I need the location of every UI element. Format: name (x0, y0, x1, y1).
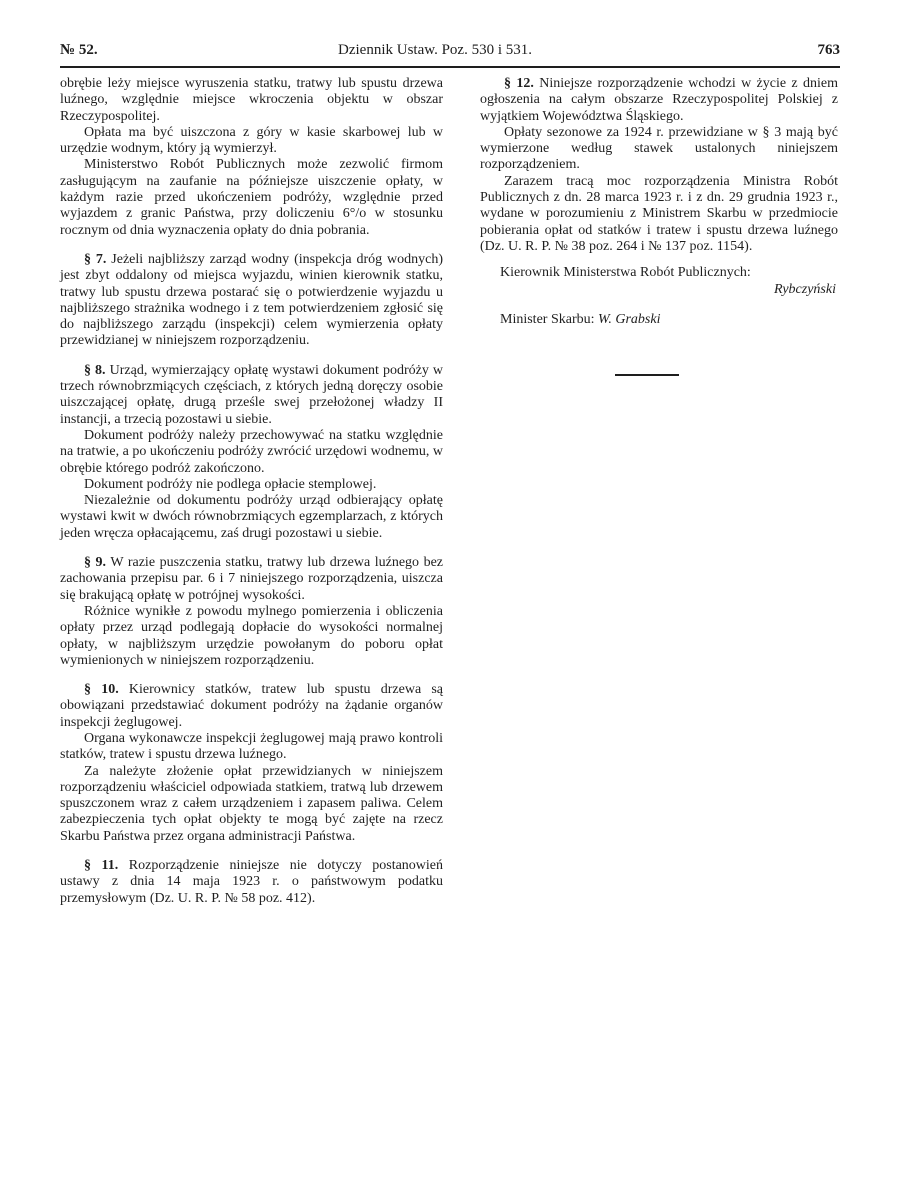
section-7 (60, 252, 443, 350)
paragraph: Ministerstwo Robót Publicznych może zezwolić firmom zasługującym na zaufanie na późniejsze uiszczenie opłaty, w każdym razie przed ukończeniem podróży, względnie przed wyjazdem z granic Państwa, przy doliczeniu 6°/o w stosunku rocznym od dnia wyznaczenia opłaty do dnia pobrania. (60, 157, 443, 238)
section-9 (60, 555, 443, 604)
section-number: § 9. (84, 555, 107, 571)
section-text: Rozporządzenie niniejsze nie dotyczy postanowień ustawy z dnia 14 maja 1923 r. o państwowym podatku przemysłowym (Dz. U. R. P. № 58 poz. 412). (60, 858, 444, 906)
section-text: Niniejsze rozporządzenie wchodzi w życie z dniem ogłoszenia na całym obszarze Rzeczypospolitej Polskiej z wyjątkiem Województwa Śląskiego. (480, 76, 838, 124)
header-rule (60, 66, 840, 68)
paragraph: Zarazem tracą moc rozporządzenia Ministra Robót Publicznych z dn. 28 marca 1923 r. i z dn. 29 grudnia 1923 r., wydane w porozumieniu z Ministrem Skarbu w przedmiocie pobierania opłat od statków i tratew i spustu drzewa luźnego (Dz. U. R. P. № 38 poz. 264 i № 137 poz. 1154). (480, 173, 838, 254)
section-number: § 7. (84, 251, 107, 267)
signature-block-2 (480, 312, 838, 328)
section-11 (60, 858, 443, 907)
section-text: Kierownicy statków, tratew lub spustu drzewa są obowiązani przedstawiać dokument podróży na żądanie organów inspekcji żeglugowej. (60, 682, 444, 730)
end-rule (615, 374, 679, 376)
signatory-name: Rybczyński (774, 281, 836, 297)
paragraph: Opłata ma być uiszczona z góry w kasie skarbowej lub w urzędzie wodnym, który ją wymierzył. (60, 124, 443, 157)
paragraph: Za należyte złożenie opłat przewidzianych w niniejszem rozporządzeniu właściciel odpowiada statkiem, tratwą lub drzewem spuszczonem wraz z całem urządzeniem i zapasem paliwa. Celem zabezpieczenia tych opłat objekty te mogą być zajęte na rzecz Skarbu Państwa przez organa administracji Państwa. (60, 763, 443, 844)
section-number: § 8. (84, 362, 106, 378)
paragraph: obrębie leży miejsce wyruszenia statku, tratwy lub spustu drzewa luźnego, względnie miejsce wkroczenia objektu w obszar Rzeczypospolitej. (60, 76, 443, 124)
section-number: § 12. (504, 76, 534, 91)
paragraph: Niezależnie od dokumentu podróży urząd odbierający opłatę wystawi kwit w dwóch równobrzmiących egzemplarzach, z których jeden wręcza opłacającemu, zaś drugi pozostawi u siebie. (60, 493, 443, 541)
signatory-name: W. Grabski (598, 311, 661, 327)
issue-number: № 52. (60, 42, 98, 58)
section-12 (480, 76, 838, 125)
section-text: Urząd, wymierzający opłatę wystawi dokument podróży w trzech równobrzmiących częściach, z których jedną doręczy osobie uiszczającej opłatę, drugą prześle swej przełożonej władzy II instancji, a trzecią pozostawi u siebie. (60, 362, 444, 427)
page-header (60, 42, 840, 66)
section-number: § 10. (84, 682, 119, 698)
paragraph: Organa wykonawcze inspekcji żeglugowej mają prawo kontroli statków, tratew i spustu drzewa luźnego. (60, 730, 443, 763)
paragraph: Dokument podróży nie podlega opłacie stemplowej. (84, 476, 377, 492)
signatory-title: Minister Skarbu: (500, 311, 595, 327)
paragraph: Opłaty sezonowe za 1924 r. przewidziane w § 3 mają być wymierzone według stawek ustalonych niniejszem rozporządzeniem. (480, 124, 838, 173)
paragraph: Dokument podróży należy przechowywać na statku względnie na tratwie, a po ukończeniu podróży zwrócić urzędowi wodnemu, w obrębie którego podróż zakończono. (60, 427, 443, 476)
left-column (60, 76, 443, 907)
section-8 (60, 363, 443, 428)
paragraph: Różnice wynikłe z powodu mylnego pomierzenia i obliczenia opłaty przez urząd podlegają dopłacie do wysokości normalnej opłaty, w najbliższym urzędzie powołanym do poboru opłat wymienionych w niniejszem rozporządzeniu. (60, 603, 443, 668)
section-number: § 11. (84, 858, 119, 874)
section-text: Jeżeli najbliższy zarząd wodny (inspekcja dróg wodnych) jest zbyt oddalony od miejsca wyjazdu, winien kierownik statku, tratwy lub spustu drzewa postarać się o potwierdzenie wyjazdu u najbliższego strażnika wodnego i z tem potwierdzeniem zgłosić się do najbliższego zarządu (inspekcji) celem wymierzenia opłaty przewidzianej w niniejszem rozporządzeniu. (60, 251, 444, 349)
section-text: W razie puszczenia statku, tratwy lub drzewa luźnego bez zachowania przepisu par. 6 i 7 niniejszego rozporządzenia, uiszcza się brakującą opłatę w potrójnej wysokości. (60, 555, 443, 603)
journal-title: Dziennik Ustaw. Poz. 530 i 531. (338, 42, 533, 58)
signature-block-1 (480, 265, 838, 298)
page-number: 763 (817, 42, 840, 58)
signatory-title: Kierownik Ministerstwa Robót Publicznych: (500, 265, 751, 281)
right-column (480, 76, 838, 376)
section-10 (60, 682, 443, 731)
